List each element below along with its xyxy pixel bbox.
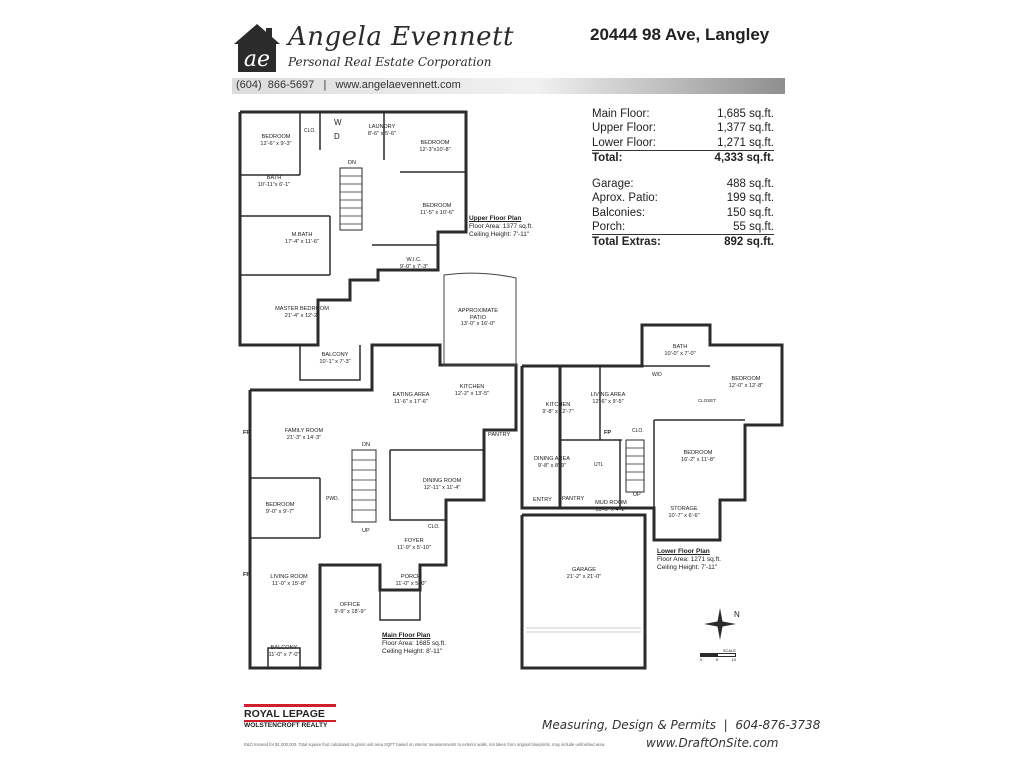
room-dims: 21'-2" x 21'-0": [566, 573, 602, 580]
scale-label: SCALE: [722, 648, 736, 653]
fireplace-label: FP: [243, 430, 251, 436]
room-name: GARAGE: [572, 567, 596, 573]
room-name: BEDROOM: [731, 376, 761, 382]
room-label: [330, 602, 370, 615]
scale-tick: 10: [731, 657, 736, 662]
area-label: Total:: [592, 151, 623, 164]
room-dims: 9'-0" x 9'-7": [265, 508, 295, 515]
room-label: [266, 574, 312, 587]
room-name: MASTER BEDROOM: [275, 306, 329, 312]
area-value: 1,271 sq.ft.: [717, 136, 774, 149]
closet-label: CLO.: [304, 128, 316, 134]
washer-dryer-label: W/D: [652, 372, 662, 378]
room-name: PORCH: [400, 574, 422, 580]
area-label: Main Floor:: [592, 108, 650, 120]
room-dims: 12'-11" x 11'-4": [423, 484, 461, 491]
room-label: [392, 538, 436, 551]
room-label: [450, 308, 506, 328]
room-dims: 10'-5" x 4'-2": [595, 506, 627, 513]
upper-plan-note: [469, 215, 533, 239]
room-dims: 12'-3"x10'-8": [419, 146, 451, 153]
room-label: [252, 134, 300, 147]
room-dims: 9'-8" x 12'-7": [542, 408, 574, 415]
area-label: Garage:: [592, 178, 634, 191]
room-dims: 11'-9" x 5'-10": [397, 544, 431, 551]
room-name: APPROXIMATE PATIO: [458, 308, 498, 321]
room-label: [416, 478, 468, 491]
lower-plan-area: Floor Area: 1271 sq.ft.: [657, 556, 721, 563]
room-dims: 11'-0" x 15'-8": [272, 580, 306, 587]
scale-bar: [700, 648, 736, 662]
powder-room-label: PWD.: [326, 496, 340, 502]
brand-subtitle: Personal Real Estate Corporation: [288, 55, 492, 69]
room-label: [252, 175, 296, 188]
room-name: EATING AREA: [392, 392, 430, 398]
property-address: 20444 98 Ave, Langley: [590, 25, 770, 44]
room-label: [386, 392, 436, 405]
fireplace-label: FP: [604, 430, 612, 436]
room-label: [412, 203, 462, 216]
room-label: [664, 506, 704, 519]
room-label: [488, 432, 510, 438]
phone-number[interactable]: (604) 866-5697: [236, 79, 315, 91]
room-dims: 8'-6" x 5'-6": [367, 130, 397, 137]
area-value: 488 sq.ft.: [726, 178, 774, 191]
svg-text:ae: ae: [243, 47, 271, 72]
room-dims: 9'-9" x 18'-9": [334, 608, 366, 615]
stair-up-label: UP: [362, 528, 370, 534]
room-label: [362, 124, 402, 137]
room-label: [278, 428, 330, 441]
room-name: FAMILY ROOM: [284, 428, 324, 434]
area-label: Lower Floor:: [592, 136, 656, 149]
utility-label: UTL: [594, 462, 604, 468]
room-label: [564, 567, 604, 580]
area-value: 1,377 sq.ft.: [717, 122, 774, 135]
room-label: [538, 402, 578, 415]
room-label: [674, 450, 722, 463]
room-name: KITCHEN: [459, 384, 485, 390]
upper-plan-area: Floor Area: 1377 sq.ft.: [469, 223, 533, 230]
area-value: 4,333 sq.ft.: [714, 151, 774, 164]
room-label: [562, 496, 584, 502]
room-dims: 12'-2" x 13'-5": [454, 390, 490, 397]
draftonsite-link[interactable]: www.DraftOnSite.com: [646, 736, 779, 750]
room-name: MUD ROOM: [595, 500, 627, 506]
lower-plan-ceiling: Ceiling Height: 7'-11": [657, 564, 718, 571]
room-name: BATH: [266, 175, 282, 181]
lower-stairs: [626, 448, 644, 480]
main-stairs: [352, 460, 376, 510]
room-dims: 13'-0" x 16'-0": [460, 321, 496, 327]
upper-plan-ceiling: Ceiling Height: 7'-11": [469, 231, 530, 238]
room-name: FOYER: [404, 538, 424, 544]
room-name: ENTRY: [533, 497, 552, 503]
room-name: BALCONY: [321, 352, 349, 358]
room-label: [312, 352, 358, 365]
area-label: Aprox. Patio:: [592, 192, 658, 205]
brokerage-office: WOLSTENCROFT REALTY: [244, 722, 328, 729]
room-dims: 10'-7" x 6'-6": [668, 512, 700, 519]
main-floor-walls: [250, 273, 516, 668]
area-value: 892 sq.ft.: [724, 236, 774, 249]
disclaimer: E&O Insured for $1,000,000. Total square foot calculated to gross unit area SQFT based on interior measurements to exterior walls, not taken from original blueprints, may include unfinished area.: [244, 742, 606, 747]
main-plan-area: Floor Area: 1685 sq.ft.: [382, 640, 446, 647]
room-name: DINING AREA: [533, 456, 571, 462]
room-label: [410, 140, 460, 153]
fireplace-label: FP: [243, 572, 251, 578]
brokerage-name: ROYAL LEPAGE: [244, 708, 325, 720]
room-name: BEDROOM: [422, 203, 452, 209]
scale-tick: 0: [700, 657, 703, 662]
room-name: LIVING ROOM: [270, 574, 308, 580]
room-dims: 12'-6" x 9'-5": [592, 398, 624, 405]
room-dims: 21'-3" x 14'-3": [286, 434, 322, 441]
area-label: Balconies:: [592, 206, 646, 219]
room-dims: 11'-0" x 5'-0": [395, 580, 427, 587]
dryer-label: D: [334, 132, 340, 141]
stair-down-label: DN: [348, 160, 357, 166]
room-dims: 21'-4" x 12'-2": [284, 312, 320, 319]
room-label: [452, 384, 492, 397]
room-label: [392, 257, 436, 270]
room-dims: 11'-6" x 17'-6": [394, 398, 428, 405]
main-plan-title: Main Floor Plan: [382, 632, 431, 639]
measuring-service: Measuring, Design & Permits | 604-876-3738: [542, 718, 821, 732]
room-name: PANTRY: [562, 496, 585, 502]
room-name: M.BATH: [291, 232, 313, 238]
area-value: 199 sq.ft.: [726, 192, 774, 205]
area-value: 1,685 sq.ft.: [717, 108, 774, 120]
room-dims: 10'-11"x 6'-1": [257, 181, 291, 188]
room-label: [278, 232, 326, 245]
stair-down-label: DN: [362, 442, 371, 448]
room-name: W.I.C.: [406, 257, 422, 263]
room-name: BALCONY: [270, 645, 298, 651]
room-dims: 12'-0" x 12'-8": [728, 382, 764, 389]
room-dims: 16'-2" x 11'-8": [681, 456, 715, 463]
upper-plan-title: Upper Floor Plan: [469, 215, 522, 222]
garage-door-lines: [526, 628, 641, 632]
room-label: [390, 574, 432, 587]
room-label: [586, 392, 630, 405]
upper-stairs: [340, 176, 362, 224]
room-label: [262, 306, 342, 319]
room-name: OFFICE: [339, 602, 361, 608]
room-label: [722, 376, 770, 389]
contact-separator: |: [323, 79, 327, 91]
room-dims: 17'-4" x 11'-6": [285, 238, 319, 245]
room-label: [532, 456, 572, 469]
main-plan-note: [382, 632, 446, 656]
area-label: Porch:: [592, 221, 626, 234]
room-label: [533, 497, 552, 503]
room-name: BEDROOM: [261, 134, 291, 140]
room-name: BEDROOM: [683, 450, 713, 456]
room-label: [658, 344, 702, 357]
royal-lepage-logo: [244, 704, 336, 729]
room-dims: 11'-0" x 7'-0": [268, 651, 300, 658]
area-label: Upper Floor:: [592, 122, 656, 135]
closet-label: CLO.: [632, 428, 644, 434]
room-dims: 10'-1" x 7'-3": [319, 358, 351, 365]
room-label: [258, 502, 302, 515]
lower-plan-title: Lower Floor Plan: [657, 548, 710, 555]
room-name: BATH: [672, 344, 688, 350]
area-label: Total Extras:: [592, 236, 661, 249]
main-plan-ceiling: Ceiling Height: 8'-11": [382, 648, 443, 655]
scale-tick: 5: [715, 657, 718, 662]
compass-north-label: N: [734, 610, 740, 619]
brand-name: Angela Evennett: [288, 22, 514, 52]
room-name: PANTRY: [488, 432, 511, 438]
room-name: BEDROOM: [420, 140, 450, 146]
closet-label: CLOSET: [698, 398, 717, 403]
room-name: STORAGE: [670, 506, 698, 512]
website-link[interactable]: www.angelaevennett.com: [335, 79, 461, 91]
area-value: 55 sq.ft.: [733, 221, 774, 234]
room-label: [590, 500, 632, 513]
room-dims: 9'-8" x 8'-9": [537, 462, 567, 469]
stair-up-label: UP: [633, 492, 641, 498]
room-dims: 12'-6" x 9'-3": [260, 140, 292, 147]
area-value: 150 sq.ft.: [726, 206, 774, 219]
room-name: LAUNDRY: [368, 124, 396, 130]
room-label: [264, 645, 304, 658]
room-dims: 10'-0" x 7'-0": [664, 350, 696, 357]
room-name: BEDROOM: [265, 502, 295, 508]
lower-plan-note: [657, 548, 721, 572]
washer-label: W: [334, 118, 342, 127]
room-dims: 11'-5" x 10'-6": [420, 209, 454, 216]
room-name: KITCHEN: [545, 402, 571, 408]
room-dims: 9'-0" x 7'-3": [399, 263, 429, 270]
room-name: DINING ROOM: [422, 478, 462, 484]
closet-label: CLO.: [428, 524, 440, 530]
room-name: LIVING AREA: [590, 392, 626, 398]
